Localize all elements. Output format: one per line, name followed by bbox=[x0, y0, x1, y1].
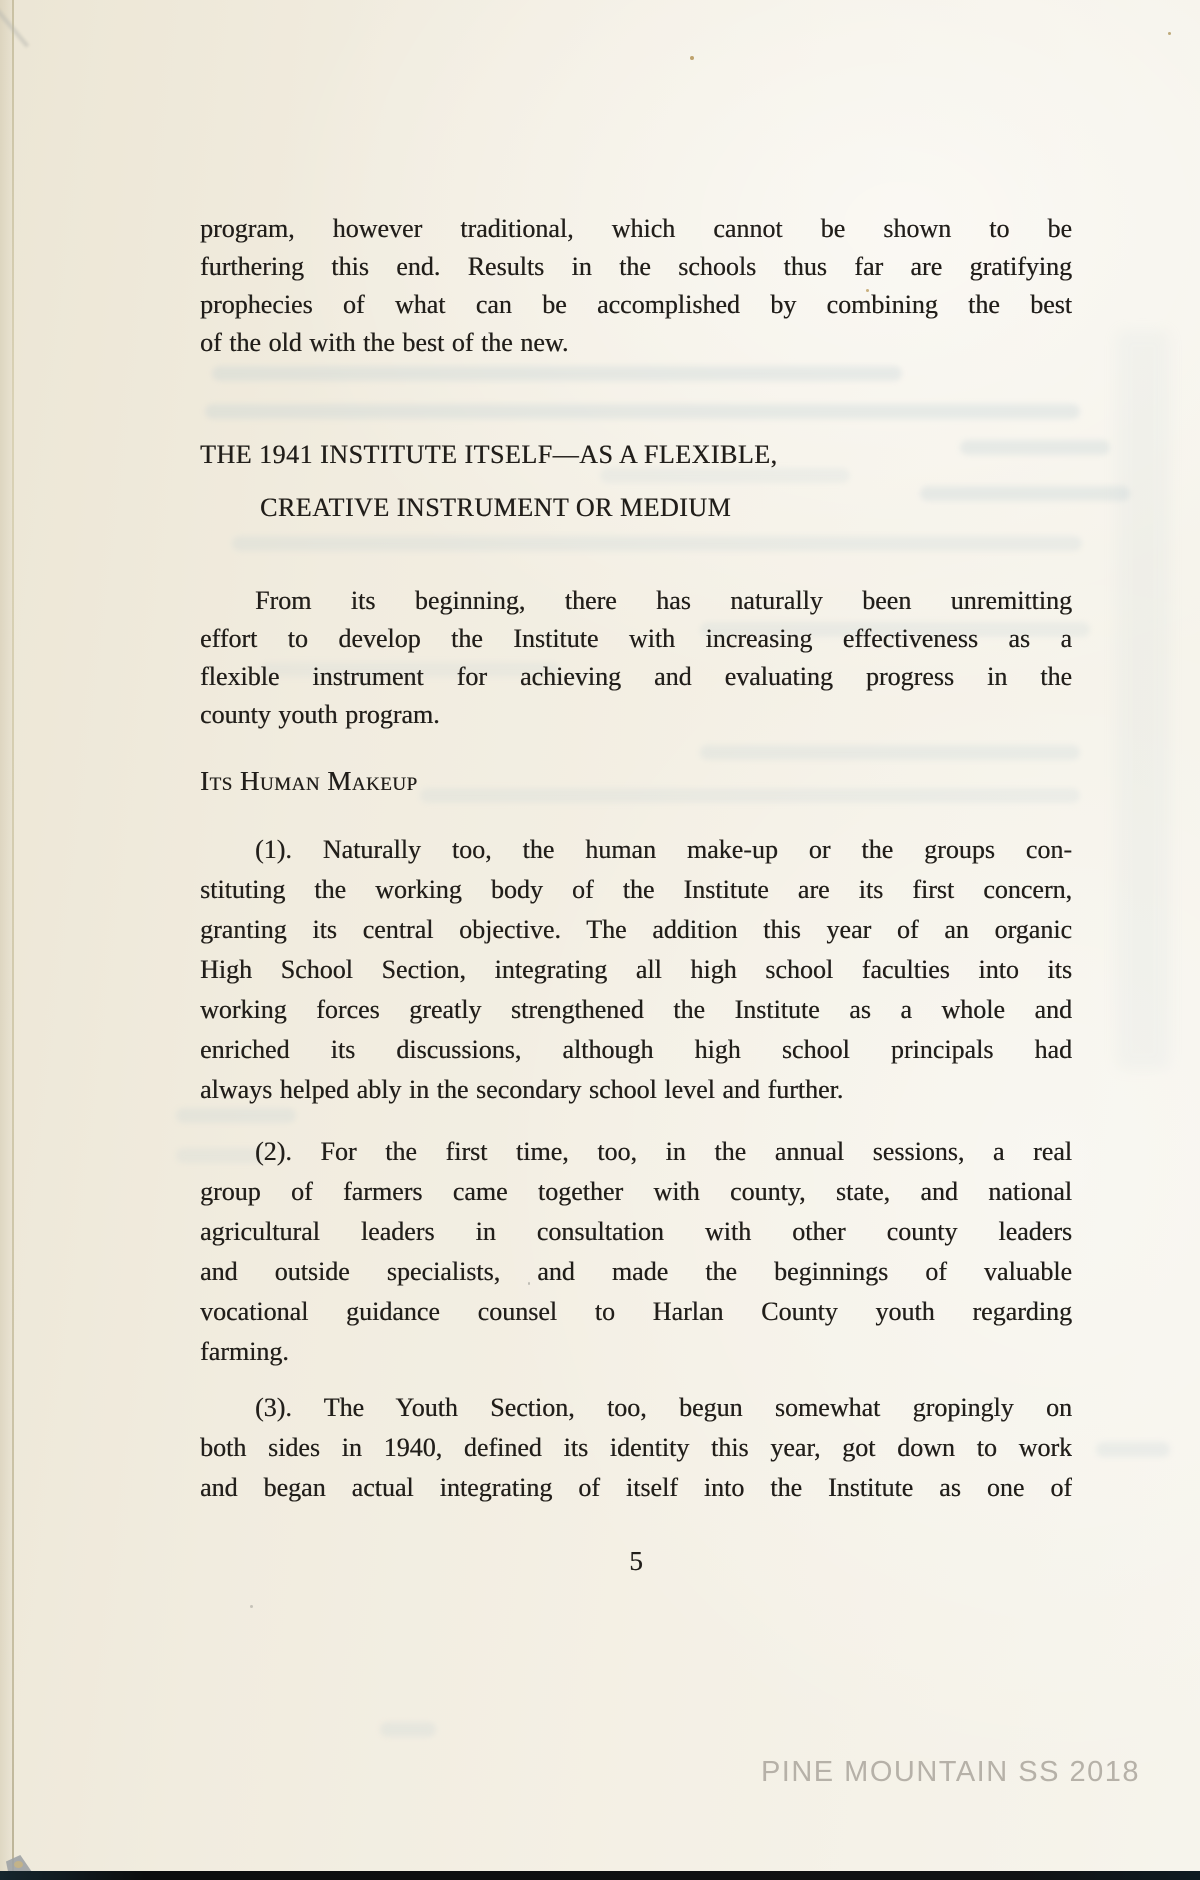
text-line: agricultural leaders in consultation with other county leaders bbox=[200, 1217, 1072, 1246]
page-fold-line bbox=[12, 0, 14, 1880]
text-line: always helped ably in the secondary school level and further. bbox=[200, 1075, 844, 1104]
subsection-heading: Its Human Makeup bbox=[200, 766, 418, 796]
watermark-text: PINE MOUNTAIN SS 2018 bbox=[760, 1756, 1140, 1788]
text-line: effort to develop the Institute with increasing effectiveness as a bbox=[200, 624, 1072, 653]
text-line: vocational guidance counsel to Harlan County youth regarding bbox=[200, 1297, 1072, 1326]
text-line: High School Section, integrating all high school faculties into its bbox=[200, 955, 1072, 984]
text-line: furthering this end. Results in the schools thus far are gratifying bbox=[200, 252, 1072, 281]
text-line: both sides in 1940, defined its identity this year, got down to work bbox=[200, 1433, 1072, 1462]
page-text-column bbox=[200, 0, 1072, 1880]
text-line: farming. bbox=[200, 1337, 289, 1366]
scan-artifact-dot bbox=[14, 1861, 23, 1868]
text-line: prophecies of what can be accomplished by combining the best bbox=[200, 290, 1072, 319]
text-line: of the old with the best of the new. bbox=[200, 328, 569, 357]
text-line: enriched its discussions, although high school principals had bbox=[200, 1035, 1072, 1064]
text-line: group of farmers came together with county, state, and national bbox=[200, 1177, 1072, 1206]
section-heading-line1: THE 1941 INSTITUTE ITSELF—AS A FLEXIBLE, bbox=[200, 440, 778, 469]
text-line: working forces greatly strengthened the Institute as a whole and bbox=[200, 995, 1072, 1024]
text-line: flexible instrument for achieving and evaluating progress in the bbox=[200, 662, 1072, 691]
paragraph-item2 bbox=[200, 1132, 1072, 1372]
text-line: granting its central objective. The addition this year of an organic bbox=[200, 915, 1072, 944]
text-line: program, however traditional, which cannot be shown to be bbox=[200, 214, 1072, 243]
text-line: and outside specialists, and made the beginnings of valuable bbox=[200, 1257, 1072, 1286]
text-line: (1). Naturally too, the human make-up or the groups con- bbox=[255, 835, 1072, 864]
text-line: (2). For the first time, too, in the annual sessions, a real bbox=[255, 1137, 1072, 1166]
text-line: (3). The Youth Section, too, begun somewhat gropingly on bbox=[255, 1393, 1072, 1422]
section-heading-line2: CREATIVE INSTRUMENT OR MEDIUM bbox=[260, 493, 732, 522]
text-line: From its beginning, there has naturally been unremitting bbox=[255, 586, 1072, 615]
showthrough-smudge bbox=[1116, 330, 1170, 1070]
paragraph-item3 bbox=[200, 1388, 1072, 1508]
text-line: stituting the working body of the Institute are its first concern, bbox=[200, 875, 1072, 904]
scan-bed-edge bbox=[0, 1871, 1200, 1880]
paragraph-item1 bbox=[200, 830, 1072, 1110]
text-line: county youth program. bbox=[200, 700, 440, 729]
text-line: and began actual integrating of itself into the Institute as one of bbox=[200, 1473, 1072, 1502]
showthrough-smudge bbox=[1096, 1442, 1170, 1457]
paper-speck bbox=[1168, 32, 1171, 35]
page-number: 5 bbox=[629, 1546, 643, 1576]
paragraph-continuation bbox=[200, 210, 1072, 362]
paragraph-intro bbox=[200, 582, 1072, 734]
section-heading bbox=[200, 428, 1072, 534]
